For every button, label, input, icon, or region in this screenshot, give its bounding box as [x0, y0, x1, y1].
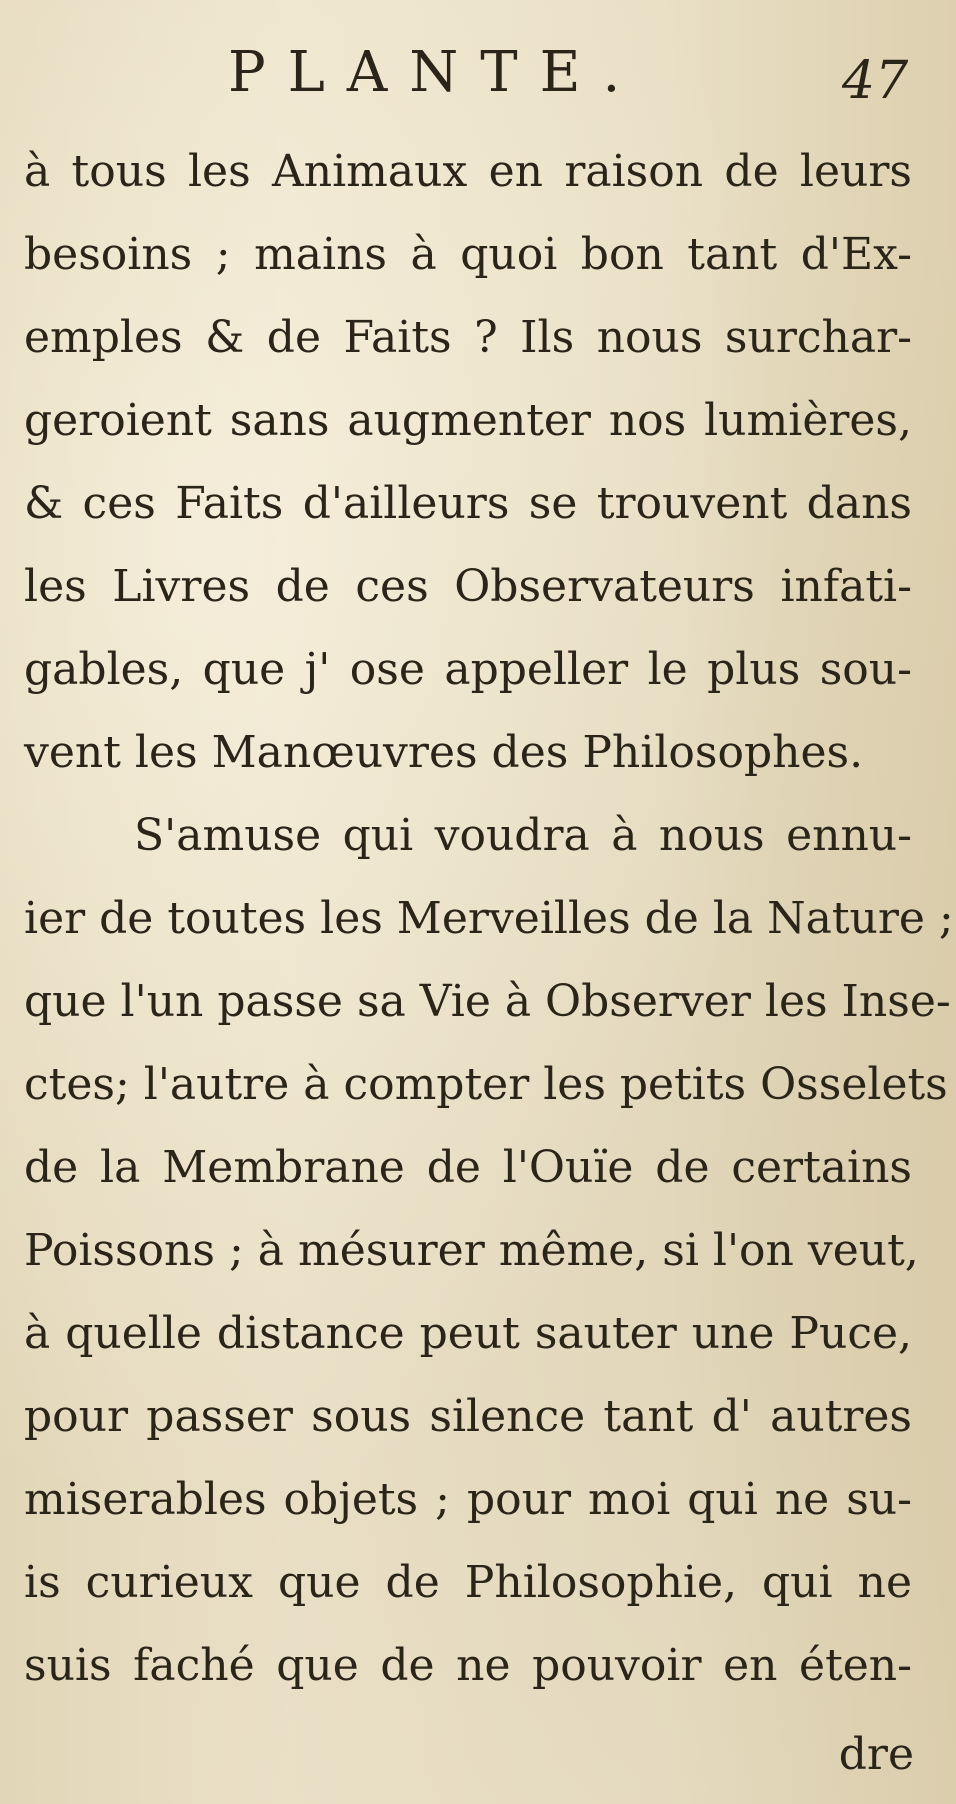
running-title: PLANTE.: [228, 40, 643, 105]
body-text: [24, 130, 954, 1707]
text-line: Poissons ; à mésurer même, si l'on veut,: [24, 1225, 919, 1276]
text-line: miserables objets ; pour moi qui ne su-: [24, 1474, 912, 1525]
text-line: les Livres de ces Observateurs infati-: [24, 561, 912, 612]
text-line: gables, que j' ose appeller le plus sou-: [24, 644, 912, 695]
catchword: dre: [838, 1729, 914, 1780]
text-line: emples & de Faits ? Ils nous surchar-: [24, 312, 912, 363]
text-line: pour passer sous silence tant d' autres: [24, 1391, 912, 1442]
text-line: besoins ; mains à quoi bon tant d'Ex-: [24, 229, 912, 280]
text-line: que l'un passe sa Vie à Observer les Inse-: [24, 976, 951, 1027]
page-header: [0, 38, 956, 128]
text-line: suis faché que de ne pouvoir en éten-: [24, 1640, 912, 1691]
text-line: de la Membrane de l'Ouïe de certains: [24, 1142, 912, 1193]
text-line: ctes; l'autre à compter les petits Osselets: [24, 1059, 948, 1110]
text-line: ier de toutes les Merveilles de la Nature ;: [24, 893, 954, 944]
text-line: & ces Faits d'ailleurs se trouvent dans: [24, 478, 912, 529]
text-line: vent les Manœuvres des Philosophes.: [24, 727, 864, 778]
text-line: is curieux que de Philosophie, qui ne: [24, 1557, 912, 1608]
text-line: geroient sans augmenter nos lumières,: [24, 395, 912, 446]
text-line: à tous les Animaux en raison de leurs: [24, 146, 912, 197]
paragraph-start-line: S'amuse qui voudra à nous ennu-: [134, 810, 912, 861]
page-number: 47: [842, 51, 909, 111]
text-line: à quelle distance peut sauter une Puce,: [24, 1308, 912, 1359]
